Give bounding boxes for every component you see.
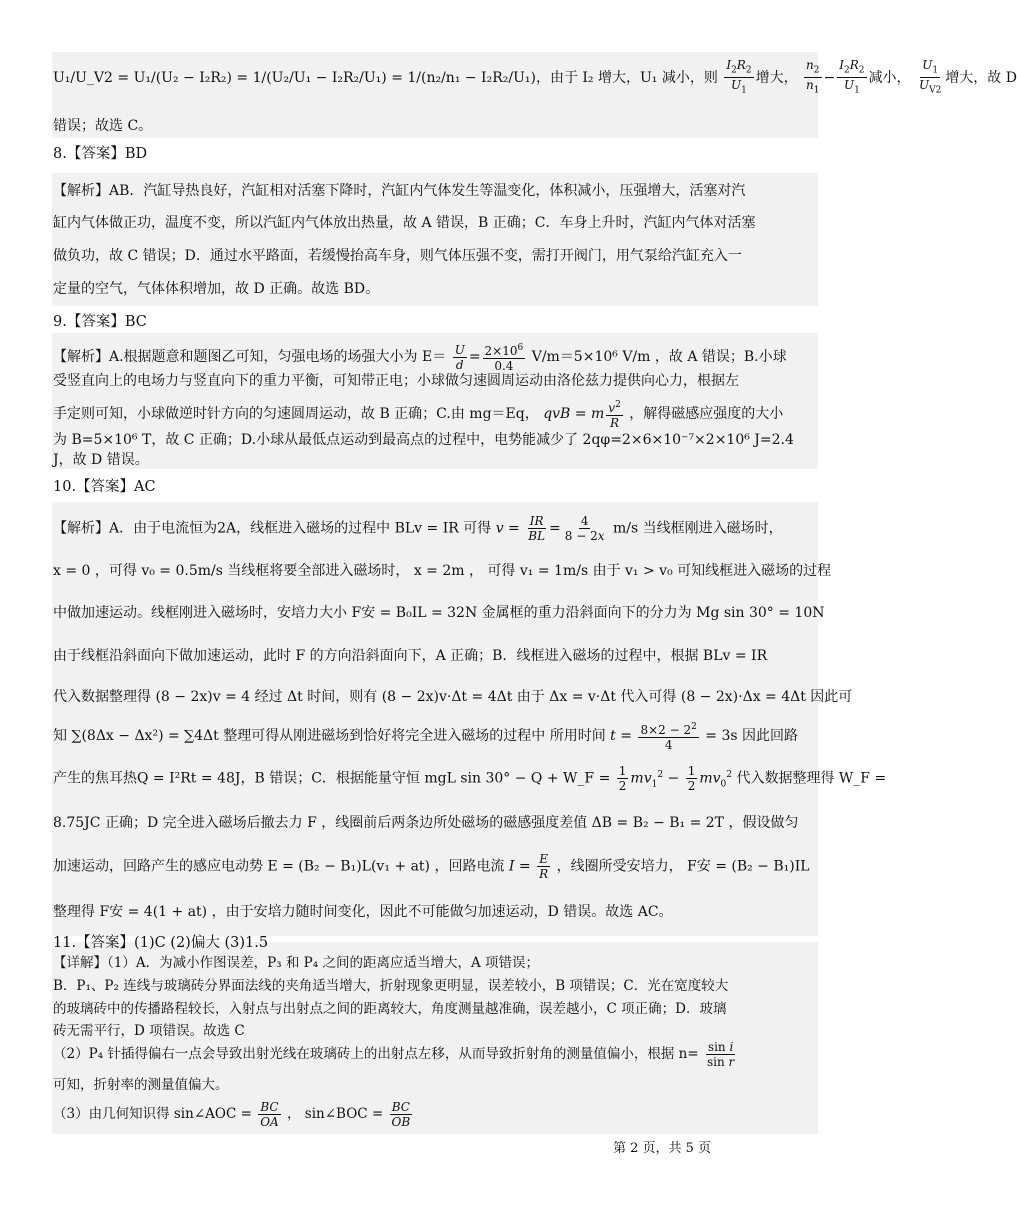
q11-line1: 【详解】（1）A．为减小作图误差，P₃ 和 P₄ 之间的距离应适当增大，A 项错误； <box>53 955 539 971</box>
q10-line7: 产生的焦耳热Q = I²Rt = 48J，B 错误；C．根据能量守恒 mgL sin 30° − Q + W_F = $\frac{1}{2}$ $mv_1^2$ − $\frac{1}{2}$ $mv_0^2$ 代入数据整理得 W_F = <box>53 764 887 793</box>
q8-header: 8.【答案】BD <box>53 146 148 162</box>
q10-line2: x = 0 ，可得 v₀ = 0.5m/s 当线框将要全部进入磁场时， x = 2m ， 可得 v₁ = 1m/s 由于 v₁ > v₀ 可知线框进入磁场的过程 <box>53 563 832 579</box>
q8-line3: 做负功，故 C 错误；D．通过水平路面，若缓慢抬高车身，则气体压强不变，需打开阀门，用气泵给汽缸充入一 <box>53 248 742 264</box>
q11-line6: 可知，折射率的测量值偏大。 <box>53 1077 229 1093</box>
q8-line1: 【解析】AB．汽缸导热良好，汽缸相对活塞下降时，汽缸内气体发生等温变化，体积减小，压强增大，活塞对汽 <box>53 183 746 199</box>
q9-line4: 为 B=5×10⁶ T，故 C 正确；D.小球从最低点运动到最高点的过程中，电势能减少了 2qφ=2×6×10⁻⁷×2×10⁶ J=2.4 <box>53 432 794 448</box>
fraction: $\frac{n_2}{n_1}$ <box>806 58 820 96</box>
q10-line3: 中做加速运动。线框刚进入磁场时，安培力大小 F安 = B₀IL = 32N 金属框的重力沿斜面向下的分力为 Mg sin 30° = 10N <box>53 605 825 621</box>
q10-line10: 整理得 F安 = 4(1 + at) ，由于安培力随时间变化，因此不可能做匀加速运动，D 错误。故选 AC。 <box>53 904 673 920</box>
q9-header: 9.【答案】BC <box>53 314 147 330</box>
fraction: $\frac{4}{8 - 2x}$ <box>564 514 605 543</box>
fraction: $\frac{I_2R_2}{U_1}$ <box>726 58 752 96</box>
q10-line6: 知 ∑(8Δx − Δx²) = ∑4Δt 整理可得从刚进磁场到恰好将完全进入磁场的过程中 所用时间 t = $\frac{8\times 2 - 2^2}{4}$ = 3s 因此回路 <box>53 722 799 752</box>
q11-line3: 的玻璃砖中的传播路程较长，入射点与出射点之间的距离较大，角度测量越准确，误差越小，C 项正确；D．玻璃 <box>53 1001 727 1017</box>
q9-line2: 受竖直向上的电场力与竖直向下的重力平衡，可知带正电；小球做匀速圆周运动由洛伦兹力提供向心力，根据左 <box>53 373 739 389</box>
fraction: $\frac{E}{R}$ <box>539 852 549 881</box>
fraction: $\frac{IR}{BL}$ <box>528 514 546 543</box>
q10-line9: 加速运动，回路产生的感应电动势 E = (B₂ − B₁)L(v₁ + at) ，回路电流 I = $\frac{E}{R}$ ，线圈所受安培力， F安 = (B₂ − B₁)IL <box>53 852 810 881</box>
q11-line4: 砖无需平行，D 项错误。故选 C <box>53 1023 245 1039</box>
q10-line8: 8.75JC 正确；D 完全进入磁场后撤去力 F ，线圈前后两条边所处磁场的磁感强度差值 ΔB = B₂ − B₁ = 2T ，假设做匀 <box>53 815 799 831</box>
q9-line3: 手定则可知，小球做逆时针方向的匀速圆周运动，故 B 正确；C.由 mg＝Eq， qvB = m $\frac{v^2}{R}$ ，解得磁感应强度的大小 <box>53 400 784 430</box>
q11-line7: （3）由几何知识得 sin∠AOC = $\frac{BC}{OA}$ ， sin∠BOC = $\frac{BC}{OB}$ <box>53 1100 411 1129</box>
fraction: $\frac{I_2R_2}{U_1}$ <box>839 58 865 96</box>
fraction: $\frac{8\times 2 - 2^2}{4}$ <box>640 722 697 752</box>
q10-line5: 代入数据整理得 (8 − 2x)v = 4 经过 Δt 时间，则有 (8 − 2x)v·Δt = 4Δt 由于 Δx = v·Δt 代入可得 (8 − 2x)·Δx = 4Δt 因此可 <box>53 689 853 705</box>
fraction: $\frac{v^2}{R}$ <box>608 400 621 430</box>
page-footer: 第 2 页，共 5 页 <box>613 1141 712 1156</box>
block7-equation-line: U₁/U_V2 = U₁/(U₂ − I₂R₂) = 1/(U₂/U₁ − I₂R₂/U₁) = 1/(n₂/n₁ − I₂R₂/U₁)，由于 I₂ 增大，U₁ 减小，则 $\frac{I_2R_2}{U_1}$ 增大， $\frac{n_2}{n_1}$ − $\frac{I_2R_2}{U_1}$ 减小， $\frac{U_1}{U_{V2}}$ 增大，故 D <box>53 58 1017 96</box>
q9-line1: 【解析】A.根据题意和题图乙可知，匀强电场的场强大小为 E＝ $\frac{U}{d}$ = $\frac{2\times 10^6}{0.4}$ V/m＝5×10⁶ V/m ，故 A 错误；B.小球 <box>53 342 787 373</box>
q10-line4: 由于线框沿斜面向下做加速运动，此时 F 的方向沿斜面向下，A 正确；B．线框进入磁场的过程中，根据 BLv = IR <box>53 648 768 664</box>
fraction: $\frac{U}{d}$ <box>454 342 465 372</box>
q9-line5: J，故 D 错误。 <box>53 452 149 468</box>
q10-line1: 【解析】A．由于电流恒为2A，线框进入磁场的过程中 BLv = IR 可得 v = $\frac{IR}{BL}$ = $\frac{4}{8 - 2x}$ m/s 当线框刚进入磁场时， <box>53 514 783 543</box>
block7-line2: 错误；故选 C。 <box>53 118 153 134</box>
fraction: $\frac{BC}{OB}$ <box>391 1100 411 1129</box>
q8-line2: 缸内气体做正功，温度不变，所以汽缸内气体放出热量，故 A 错误，B 正确；C．车身上升时，汽缸内气体对活塞 <box>53 215 756 231</box>
fraction: $\frac{1}{2}$ <box>618 764 627 793</box>
q10-header: 10.【答案】AC <box>53 479 156 495</box>
q8-line4: 定量的空气，气体体积增加，故 D 正确。故选 BD。 <box>53 281 380 297</box>
fraction: $\frac{\text{sin i}}{\text{sin r}}$ <box>706 1040 735 1069</box>
q11-line5: （2）P₄ 针插得偏右一点会导致出射光线在玻璃砖上的出射点左移，从而导致折射角的测量值偏小，根据 n= $\frac{\text{sin i}}{\text{sin r}}$ <box>53 1040 735 1069</box>
fraction: $\frac{2\times 10^6}{0.4}$ <box>484 343 524 373</box>
q11-header: 11.【答案】(1)C (2)偏大 (3)1.5 <box>53 935 269 951</box>
fraction: $\frac{1}{2}$ <box>687 764 696 793</box>
fraction: $\frac{U_1}{U_{V2}}$ <box>918 58 942 96</box>
fraction: $\frac{BC}{OA}$ <box>260 1100 279 1129</box>
q11-line2: B．P₁、P₂ 连线与玻璃砖分界面法线的夹角适当增大，折射现象更明显，误差较小，B 项错误；C．光在宽度较大 <box>53 978 729 994</box>
block7-equation: U₁/U_V2 = U₁/(U₂ − I₂R₂) = 1/(U₂/U₁ − I₂R₂/U₁) = 1/(n₂/n₁ − I₂R₂/U₁) <box>53 69 536 86</box>
